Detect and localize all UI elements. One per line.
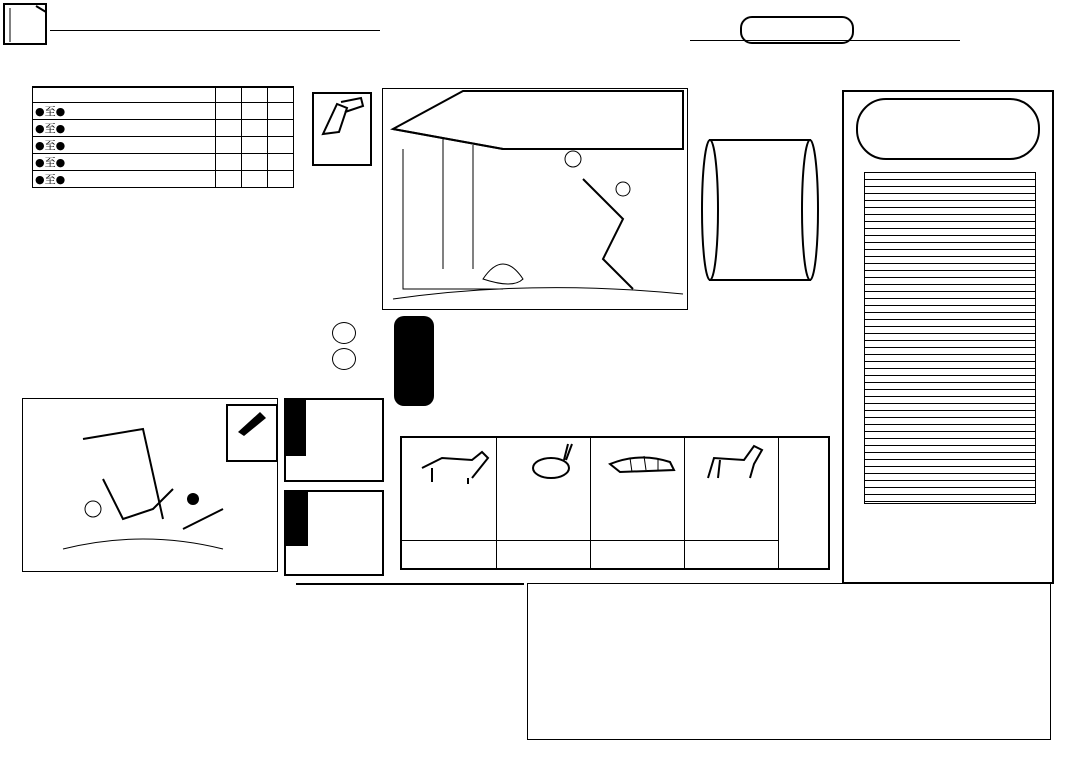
scroll-verse: [690, 130, 840, 300]
col-header: [33, 88, 216, 103]
table-row: ●至●: [33, 120, 294, 137]
col-header: [216, 88, 242, 103]
results-dot-grid: [527, 583, 1051, 740]
rabbit-icon: [506, 438, 596, 488]
tiger-icon: [600, 438, 690, 488]
zodiac-group: [684, 438, 779, 568]
marquee-top: [0, 66, 1080, 82]
horse-club-stamp: [394, 316, 470, 422]
dog-icon: [412, 438, 502, 488]
hand-pointing-icon: [317, 94, 367, 140]
striped-background: [864, 172, 1036, 504]
jiehua-text: [110, 466, 278, 576]
cold-number: [332, 322, 356, 344]
door-table: [32, 87, 294, 188]
zodiac-group: [402, 438, 497, 568]
results-title: [296, 583, 524, 585]
marquee-right: [1060, 80, 1078, 750]
jiehua-badge: [226, 404, 278, 462]
table-row: ●至●: [33, 154, 294, 171]
table-row: ●至●: [33, 171, 294, 188]
draw-count-box: [284, 398, 384, 482]
this-issue-box: [284, 490, 384, 576]
zodiac-group: [496, 438, 591, 568]
zodiac-panel: [400, 436, 830, 570]
dot-grid-svg: [528, 584, 1048, 737]
table-row: ●至●: [33, 137, 294, 154]
marquee-bottom: [0, 752, 1080, 768]
results-panel: [296, 583, 524, 585]
lottery-time-notes: [848, 528, 1048, 578]
notice-column: [40, 218, 325, 396]
table-row: ●至●: [33, 103, 294, 120]
cold-number: [332, 348, 356, 370]
zhuobolu-badge: [312, 92, 372, 166]
ms-zeng-title: [856, 98, 1040, 160]
side-title-panel: [842, 90, 1054, 584]
zodiac-group: [590, 438, 685, 568]
illustration-hunt: [382, 88, 688, 310]
page-curl-icon: [2, 2, 50, 48]
col-header: [267, 88, 293, 103]
col-header: [242, 88, 268, 103]
pen-icon: [230, 406, 274, 438]
horse-icon: [694, 438, 784, 488]
hunter-illustration: [383, 89, 687, 309]
scroll-text: [730, 154, 778, 274]
marquee-left: [2, 80, 20, 750]
